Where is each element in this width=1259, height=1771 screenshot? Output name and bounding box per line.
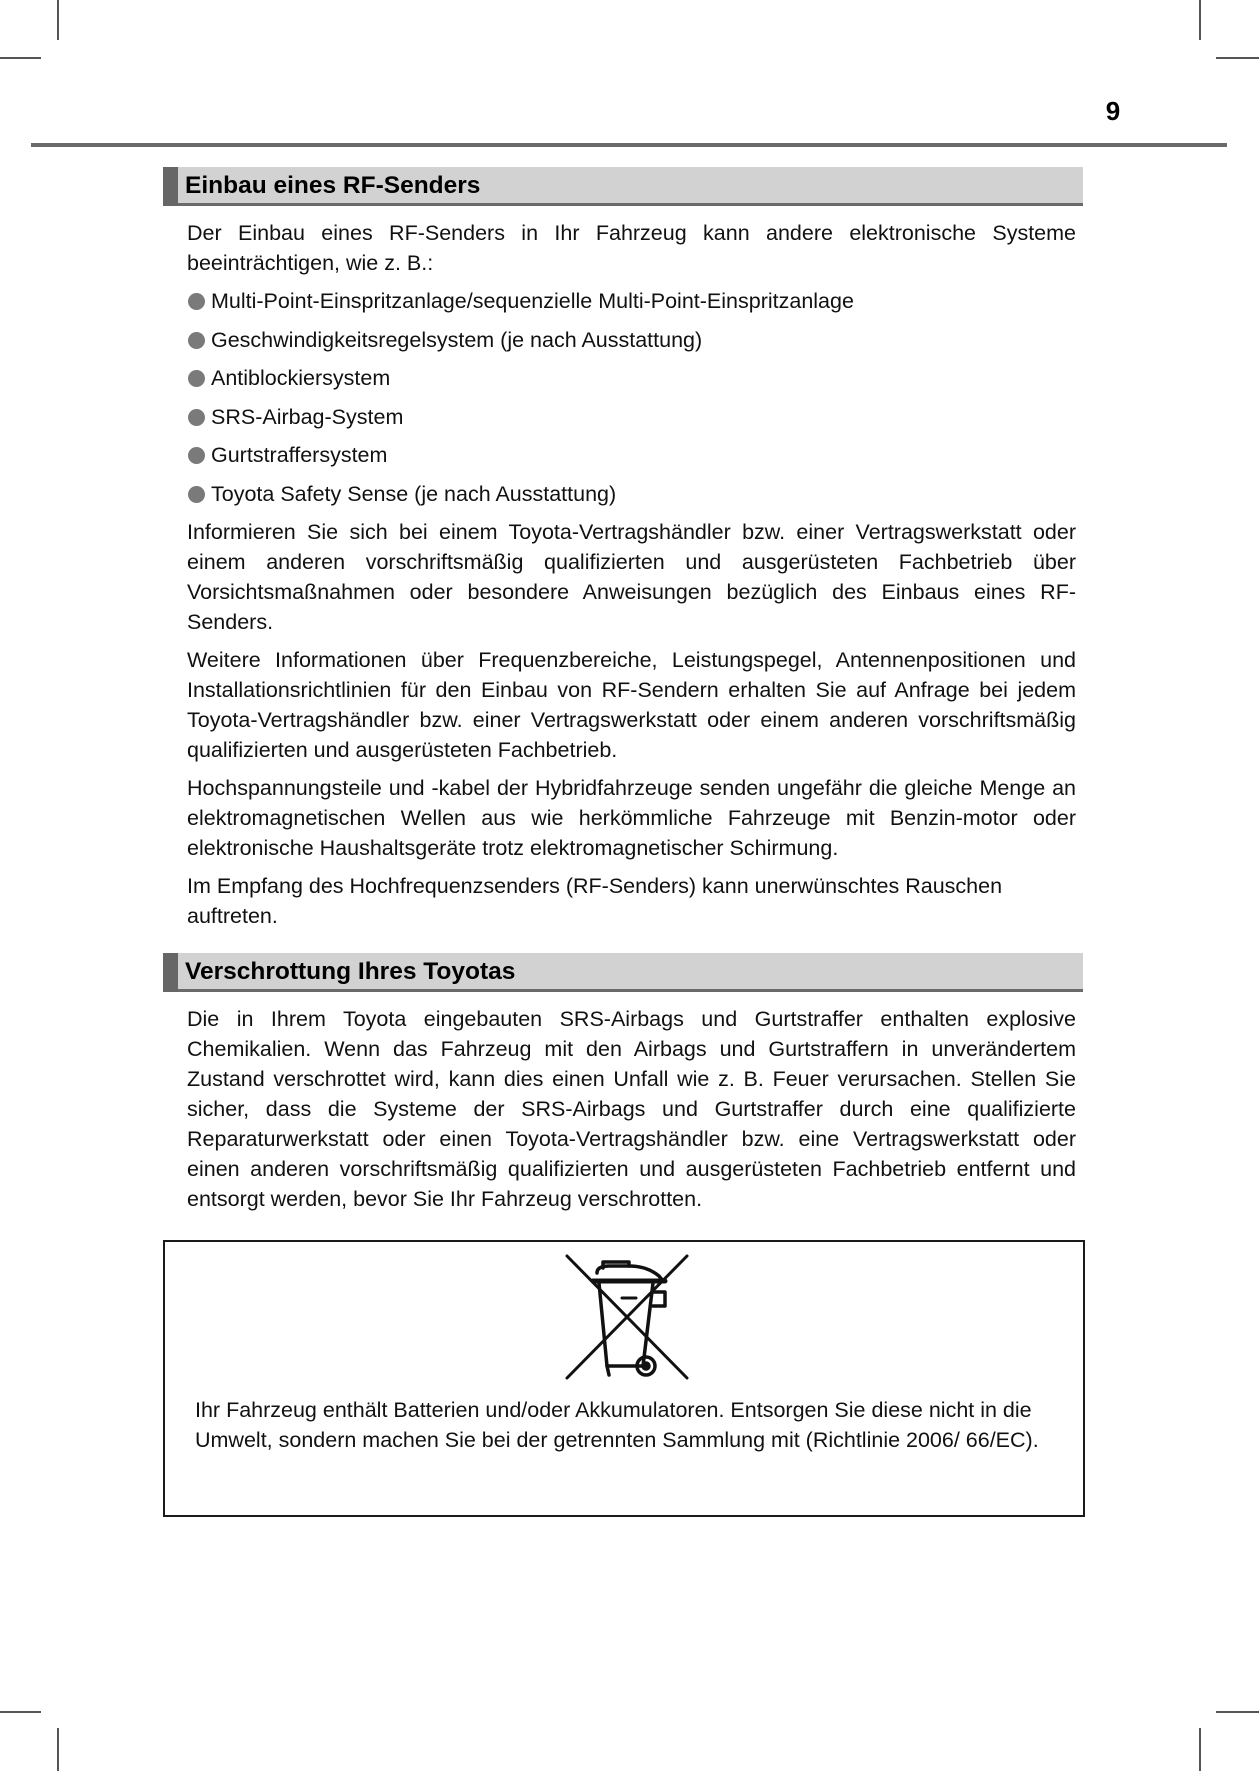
- bullet-icon: [188, 447, 205, 464]
- battery-disposal-notice: [163, 1240, 1085, 1517]
- notice-text: Ihr Fahrzeug enthält Batterien und/oder Akkumulatoren. Entsorgen Sie diese nicht in die Umwelt, sondern machen Sie bei der getrennten Sammlung mit (Richtlinie 2006/ 66/EC).: [195, 1398, 1039, 1452]
- bullet-icon: [188, 332, 205, 349]
- paragraph: Hochspannungsteile und -kabel der Hybridfahrzeuge senden ungefähr die gleiche Menge an elektromagnetischen Wellen aus wie herkömmliche Fahrzeuge mit Benzin-motor oder elektronische Haushaltsgeräte trotz elektromagnetischer Schirmung.: [187, 776, 1076, 860]
- intro-paragraph: Der Einbau eines RF-Senders in Ihr Fahrzeug kann andere elektronische Systeme beeinträchtigen, wie z. B.:: [187, 221, 1076, 275]
- list-item: Toyota Safety Sense (je nach Ausstattung): [187, 479, 1076, 509]
- crop-mark: [1216, 57, 1259, 59]
- section-title: Verschrottung Ihres Toyotas: [185, 958, 516, 985]
- heading-accent-bar: [163, 953, 178, 992]
- section-body-rf-transmitter: [187, 218, 1076, 939]
- paragraph: Im Empfang des Hochfrequenzsenders (RF-Senders) kann unerwünschtes Rauschen auftreten.: [187, 874, 1003, 928]
- list-item: Antiblockiersystem: [187, 363, 1076, 393]
- crop-mark: [0, 1711, 41, 1713]
- paragraph: Weitere Informationen über Frequenzbereiche, Leistungspegel, Antennenpositionen und Installationsrichtlinien für den Einbau von RF-Sendern erhalten Sie auf Anfrage bei jedem Toyota-Vertragshändler bzw. einer Vertragswerkstatt oder einem anderen vorschriftsmäßig qualifizierten und ausgerüsteten Fachbetrieb.: [187, 648, 1076, 762]
- heading-accent-bar: [163, 167, 178, 206]
- bullet-icon: [188, 293, 205, 310]
- page-number: 9: [1105, 96, 1121, 126]
- bullet-icon: [188, 409, 205, 426]
- section-heading-scrapping: [163, 953, 1083, 992]
- list-item: Geschwindigkeitsregelsystem (je nach Ausstattung): [187, 325, 1076, 355]
- list-item: SRS-Airbag-System: [187, 402, 1076, 432]
- list-item: Gurtstraffersystem: [187, 440, 1076, 470]
- crop-mark: [0, 57, 41, 59]
- crossed-out-wheelie-bin-icon: [557, 1248, 693, 1386]
- crop-mark: [1199, 1728, 1201, 1771]
- section-body-scrapping: [187, 1004, 1076, 1222]
- header-rule: [31, 143, 1227, 147]
- paragraph: Informieren Sie sich bei einem Toyota-Vertragshändler bzw. einer Vertragswerkstatt oder einem anderen vorschriftsmäßig qualifizierten und ausgerüsteten Fachbetrieb über Vorsichtsmaßnahmen oder besondere Anweisungen bezüglich des Einbaus eines RF-Senders.: [187, 520, 1076, 634]
- paragraph: Die in Ihrem Toyota eingebauten SRS-Airbags und Gurtstraffer enthalten explosive Chemikalien. Wenn das Fahrzeug mit den Airbags und Gurtstraffern in unverändertem Zustand verschrottet wird, kann dies einen Unfall wie z. B. Feuer verursachen. Stellen Sie sicher, dass die Systeme der SRS-Airbags und Gurtstraffer durch eine qualifizierte Reparaturwerkstatt oder einen Toyota-Vertragshändler bzw. eine Vertragswerkstatt oder einen anderen vorschriftsmäßig qualifizierten und ausgerüsteten Fachbetrieb entfernt und entsorgt werden, bevor Sie Ihr Fahrzeug verschrotten.: [187, 1007, 1076, 1211]
- section-heading-rf-transmitter: [163, 167, 1083, 206]
- affected-systems-list: [187, 286, 1076, 509]
- crop-mark: [1216, 1711, 1259, 1713]
- list-item: Multi-Point-Einspritzanlage/sequenzielle Multi-Point-Einspritzanlage: [187, 286, 1076, 316]
- crop-mark: [57, 0, 59, 40]
- crop-mark: [1199, 0, 1201, 40]
- bullet-icon: [188, 486, 205, 503]
- section-title: Einbau eines RF-Senders: [185, 172, 481, 199]
- bullet-icon: [188, 370, 205, 387]
- crop-mark: [57, 1728, 59, 1771]
